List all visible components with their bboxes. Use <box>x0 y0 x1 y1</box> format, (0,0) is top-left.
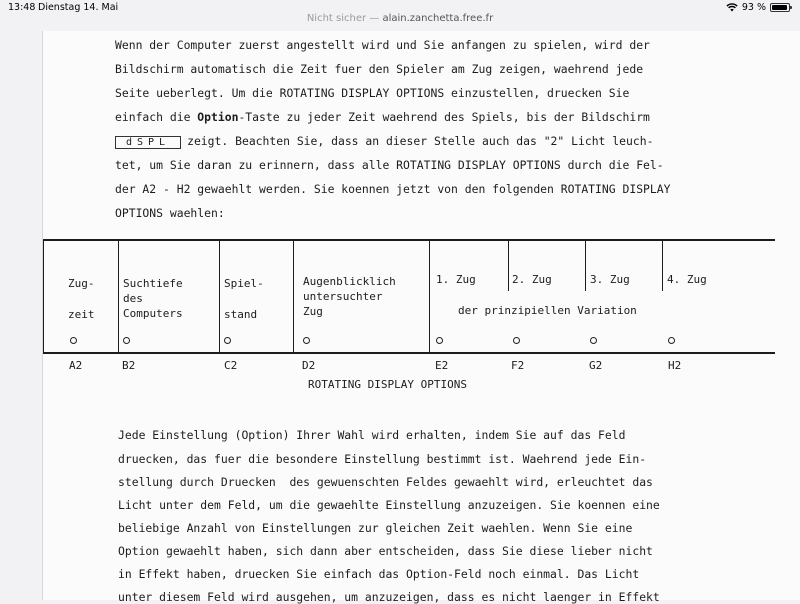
table-divider <box>293 241 294 352</box>
header-zug-2: 2. Zug <box>512 273 552 286</box>
header-spielstand-1: Spiel- <box>224 277 264 290</box>
option-light <box>668 337 675 344</box>
option-light <box>224 337 231 344</box>
table-divider <box>43 241 44 352</box>
table-caption: ROTATING DISPLAY OPTIONS <box>308 378 467 391</box>
header-zug-4: 4. Zug <box>667 273 707 286</box>
text-line: unter diesem Feld wird ausgehen, um anzuzeigen, dass es nicht laenger in Effekt <box>118 590 660 604</box>
table-divider <box>585 241 586 291</box>
text-line: Seite ueberlegt. Um die ROTATING DISPLAY OPTIONS einzustellen, druecken Sie <box>115 86 630 100</box>
field-code: E2 <box>435 359 449 372</box>
text-line <box>115 134 653 149</box>
table-divider <box>508 241 509 291</box>
option-light <box>303 337 310 344</box>
text-line: Wenn der Computer zuerst angestellt wird und Sie anfangen zu spielen, wird der <box>115 38 650 52</box>
status-date: Dienstag 14. Mai <box>38 2 119 13</box>
field-code: G2 <box>589 359 603 372</box>
text-line: beliebige Anzahl von Einstellungen zur gleichen Zeit waehlen. Wenn Sie eine <box>118 521 633 535</box>
field-code: C2 <box>224 359 238 372</box>
display-readout-box: dSPL <box>115 136 181 149</box>
text-line: Licht unter dem Feld, um die gewaehlte Einstellung anzuzeigen. Sie koennen eine <box>118 498 660 512</box>
table-divider <box>219 241 220 352</box>
battery-percent: 93 % <box>741 2 766 13</box>
text-line <box>115 110 650 124</box>
text-line: Jede Einstellung (Option) Ihrer Wahl wird erhalten, indem Sie auf das Feld <box>118 428 626 442</box>
text-line: druecken, das fuer die besondere Einstellung bestimmt ist. Waehrend jede Ein- <box>118 452 647 466</box>
option-light <box>590 337 597 344</box>
status-time: 13:48 <box>8 2 36 13</box>
text-fragment: zeigt. Beachten Sie, dass an dieser Stelle auch das "2" Licht leuch- <box>187 134 654 148</box>
header-zugzeit-2: zeit <box>68 308 95 321</box>
option-light <box>513 337 520 344</box>
security-label: Nicht sicher — <box>306 13 380 24</box>
field-code: F2 <box>511 359 525 372</box>
text-line: OPTIONS waehlen: <box>115 206 225 220</box>
field-code: D2 <box>302 359 316 372</box>
option-key-label: Option <box>197 110 239 124</box>
field-code: A2 <box>69 359 83 372</box>
text-line: tet, um Sie daran zu erinnern, dass alle ROTATING DISPLAY OPTIONS durch die Fel- <box>115 158 664 172</box>
header-zugzeit-1: Zug- <box>68 277 95 290</box>
text-line: in Effekt haben, druecken Sie einfach das Option-Feld noch einmal. Das Licht <box>118 567 640 581</box>
header-variation: der prinzipiellen Variation <box>458 304 637 317</box>
text-fragment: einfach die <box>115 110 198 124</box>
field-code: B2 <box>122 359 136 372</box>
header-zug-1: 1. Zug <box>436 273 476 286</box>
table-divider <box>429 241 430 352</box>
options-table <box>43 239 775 354</box>
field-code: H2 <box>668 359 682 372</box>
text-line: stellung durch Druecken des gewuenschten Feldes gewaehlt wird, erleuchtet das <box>118 475 653 489</box>
option-light <box>70 337 77 344</box>
header-spielstand-2: stand <box>224 308 258 321</box>
table-divider <box>662 241 663 291</box>
header-zug-3: 3. Zug <box>590 273 630 286</box>
header-untersucht: Augenblicklich untersuchter Zug <box>303 275 396 318</box>
option-light <box>436 337 443 344</box>
text-fragment: -Taste zu jeder Zeit waehrend des Spiels, bis der Bildschirm <box>238 110 650 124</box>
header-suchtiefe: Suchtiefe des Computers <box>123 277 183 320</box>
url-host: alain.zanchetta.free.fr <box>382 13 494 24</box>
text-line: Bildschirm automatisch die Zeit fuer den Spieler am Zug zeigen, waehrend jede <box>115 62 644 76</box>
option-light <box>123 337 130 344</box>
text-line: der A2 - H2 gewaehlt werden. Sie koennen jetzt von den folgenden ROTATING DISPLAY <box>115 182 671 196</box>
table-divider <box>118 241 119 352</box>
text-line: Option gewaehlt haben, sich dann aber entscheiden, dass Sie diese lieber nicht <box>118 544 653 558</box>
